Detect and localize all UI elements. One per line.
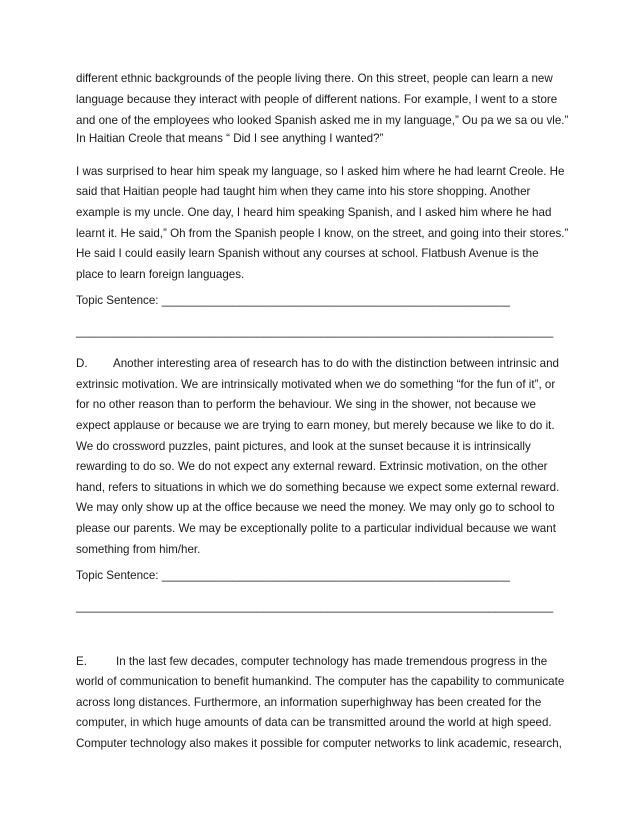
text-line: We do crossword puzzles, paint pictures, and look at the sunset because it is intrinsically [76, 440, 531, 453]
section-d-label: D. [76, 357, 88, 370]
text-line: and one of the employees who looked Spanish asked me in my language,” Ou pa we sa ou vle.” [76, 114, 569, 127]
text-line: for no other reason than to perform the behaviour. We sing in the shower, not because we [76, 398, 536, 411]
text-line: please our parents. We may be exceptionally polite to a particular individual because we want [76, 522, 556, 535]
text-line: In Haitian Creole that means “ Did I see anything I wanted?” [76, 132, 384, 145]
text-line: world of communication to benefit humankind. The computer has the capability to communicate [76, 675, 565, 688]
text-line: hand, refers to situations in which we do something because we expect some external reward. [76, 481, 560, 494]
text-line: said that Haitian people had taught him when they came into his store shopping. Another [76, 185, 531, 198]
blank-answer-line: __________________________________________________________________________ [76, 325, 554, 338]
text-line: learnt it. He said,” Oh from the Spanish people I know, on the street, and going into their stores.” [76, 227, 569, 240]
text-line: Computer technology also makes it possible for computer networks to link academic, research, [76, 737, 562, 750]
topic-sentence-line: Topic Sentence: ______________________________________________________ [76, 569, 510, 582]
text-line: across long distances. Furthermore, an information superhighway has been created for the [76, 696, 542, 709]
text-line: expect applause or because we are trying to earn money, but merely because we like to do it. [76, 419, 555, 432]
text-line: I was surprised to hear him speak my language, so I asked him where he had learnt Creole. He [76, 165, 565, 178]
text-line: something from him/her. [76, 543, 201, 556]
topic-sentence-line: Topic Sentence: ______________________________________________________ [76, 294, 510, 307]
text-line: example is my uncle. One day, I heard him speaking Spanish, and I asked him where he had [76, 206, 552, 219]
text-line: different ethnic backgrounds of the people living there. On this street, people can learn a new [76, 72, 553, 85]
text-line: In the last few decades, computer technology has made tremendous progress in the [116, 655, 548, 668]
text-line: computer, in which huge amounts of data can be transmitted around the world at high speed. [76, 716, 552, 729]
text-line: language because they interact with people of different nations. For example, I went to a store [76, 93, 558, 106]
text-line: We may only show up at the office because we need the money. We may only go to school to [76, 501, 555, 514]
text-line: Another interesting area of research has to do with the distinction between intrinsic and [113, 357, 559, 370]
blank-answer-line: __________________________________________________________________________ [76, 600, 554, 613]
text-line: place to learn foreign languages. [76, 268, 245, 281]
text-line: extrinsic motivation. We are intrinsically motivated when we do something “for the fun of it”, or [76, 378, 556, 391]
text-line: He said I could easily learn Spanish without any courses at school. Flatbush Avenue is the [76, 247, 539, 260]
text-line: rewarding to do so. We do not expect any external reward. Extrinsic motivation, on the other [76, 460, 548, 473]
section-e-label: E. [76, 655, 87, 668]
